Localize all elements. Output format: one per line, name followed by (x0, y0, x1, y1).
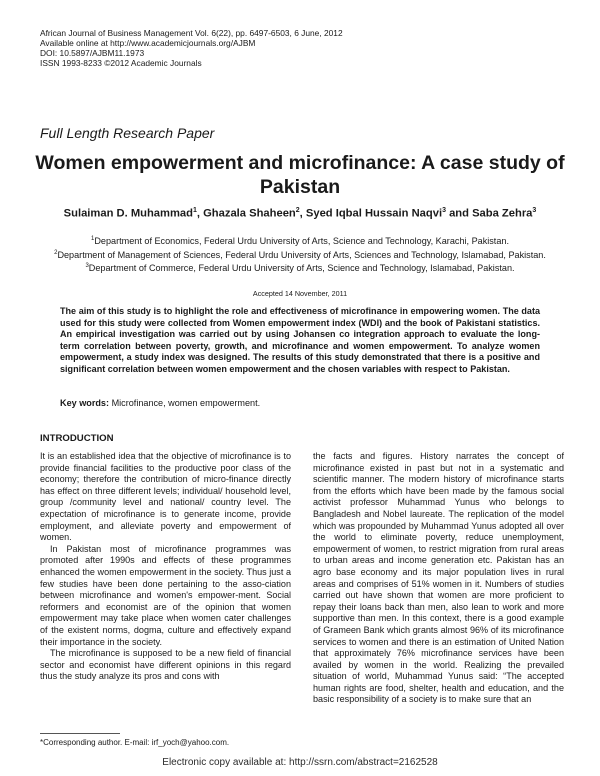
author-name: Syed Iqbal Hussain Naqvi (305, 207, 443, 220)
paragraph: It is an established idea that the objective of microfinance is to provide financial facilities to the productive poor class of the economy; therefore the contribution of micro-finance directly has effect on three different levels; individual/ household level, group /community level and national/ country level. The expectation of microfinance is to generate income, provide employment, and alleviate poverty and empowerment of women. (40, 451, 291, 543)
journal-doi: DOI: 10.5897/AJBM11.1973 (40, 48, 145, 58)
journal-issn: ISSN 1993-8233 ©2012 Academic Journals (40, 58, 202, 68)
journal-header (40, 28, 343, 68)
affiliation: $^1$Department of Economics, Federal Urdu University of Arts, Science and Technology, Karachi, Pakistan. (91, 236, 509, 247)
paragraph: The microfinance is supposed to be a new field of financial sector and economist have different opinions in this regard thus the study analyze its pros and cons with (40, 648, 291, 682)
author-affil-mark: 1 (192, 207, 197, 214)
section-heading: INTRODUCTION (40, 433, 114, 444)
author-affil-mark: 2 (295, 207, 300, 214)
paragraph: the facts and figures. History narrates the concept of microfinance existed in past but not in a systematic and scientific manner. The modern history of microfinance starts from the efforts which have been made by the famous social activist professor Muhammad Yunus who belongs to Bangladesh and Nobel laureate. The replication of the model which was propounded by Muhammad Yunus adopted all over the world to eliminate poverty, reduce unemployment, empowerment of women, to restrict migration from rural areas to urban areas and income generation etc. Pakistan has an agro base economy and its major population lives in rural areas and comprises of 51% women in it. Numbers of studies carried out have shown that women are more proficient to repay their loans back than men, also lean to work and more supportive than men. In this context, there is a good example of Grameen Bank which grants almost 96% of its microfinance services to women and there is an estimation of United Nation that approximately 76% microfinance services have been availed by women in the world. Realizing the prevailed situation of world, Muhammad Yunus said: “The accepted human rights are food, shelter, health and education, and the basic responsibility of a society is to make sure that an (313, 451, 564, 705)
keywords-label: Key words: (60, 398, 110, 408)
author-list: Sulaiman D. Muhammad$^1$, Ghazala Shaheen$^2$, Syed Iqbal Hussain Naqvi$^3$ and Saba Zehra$^3$ (63, 207, 537, 220)
body-column-left (40, 451, 291, 683)
abstract: The aim of this study is to highlight the role and effectiveness of microfinance in empowering women. The data used for this study were collected from Women empowerment index (WDI) and the book of Pakistani statistics. An empirical investigation was carried out by using Johansen co integration approach to evaluate the long-term correlation between poverty, growth, and microfinance and women empowerment. To analyze women empowerment, a study index was designed. The results of this study demonstrated that there is a positive and significant correlation between women empowerment and the chosen variables with respect to Pakistan. (60, 306, 540, 374)
keywords-text: Microfinance, women empowerment. (111, 398, 261, 408)
footnote-divider (40, 733, 120, 734)
body-column-right (313, 451, 564, 706)
keywords (60, 398, 260, 408)
accepted-date: Accepted 14 November, 2011 (252, 289, 348, 298)
paper-type: Full Length Research Paper (40, 125, 215, 141)
paper-title: Women empowerment and microfinance: A case study of Pakistan (35, 152, 565, 198)
paragraph: In Pakistan most of microfinance programmes was promoted after 1990s and effects of these programmes enhanced the women empowerment in the society. Thus just a few studies have been done pertaining to the asso-ciation between microfinance and women's empower-ment. Social reformers and economist are of the opinion that women empowerment may take place when women cater challenges of the existent norms, dogma, culture and effectively expand their importance in the society. (40, 543, 291, 647)
affiliations (50, 234, 550, 275)
author-affil-mark: 3 (532, 207, 537, 214)
author-affil-mark: 3 (442, 207, 446, 214)
page-footer: Electronic copy available at: http://ssrn.com/abstract=2162528 (162, 757, 438, 768)
author-name: Sulaiman D. Muhammad (63, 207, 193, 220)
author-name: Saba Zehra (472, 207, 533, 220)
journal-url: Available online at http://www.academicjournals.org/AJBM (40, 38, 256, 48)
journal-citation: African Journal of Business Management Vol. 6(22), pp. 6497-6503, 6 June, 2012 (40, 28, 343, 38)
corresponding-author-footnote: *Corresponding author. E-mail: irf_yoch@yahoo.com. (40, 738, 230, 747)
affiliation: $^3$Department of Commerce, Federal Urdu University of Arts, Science and Technology, Islamabad, Pakistan. (85, 263, 515, 274)
author-name: Ghazala Shaheen (203, 207, 296, 220)
affiliation: $^2$Department of Management of Sciences, Federal Urdu University of Arts, Sciences and Technology, Islamabad, Pakistan. (54, 249, 546, 260)
